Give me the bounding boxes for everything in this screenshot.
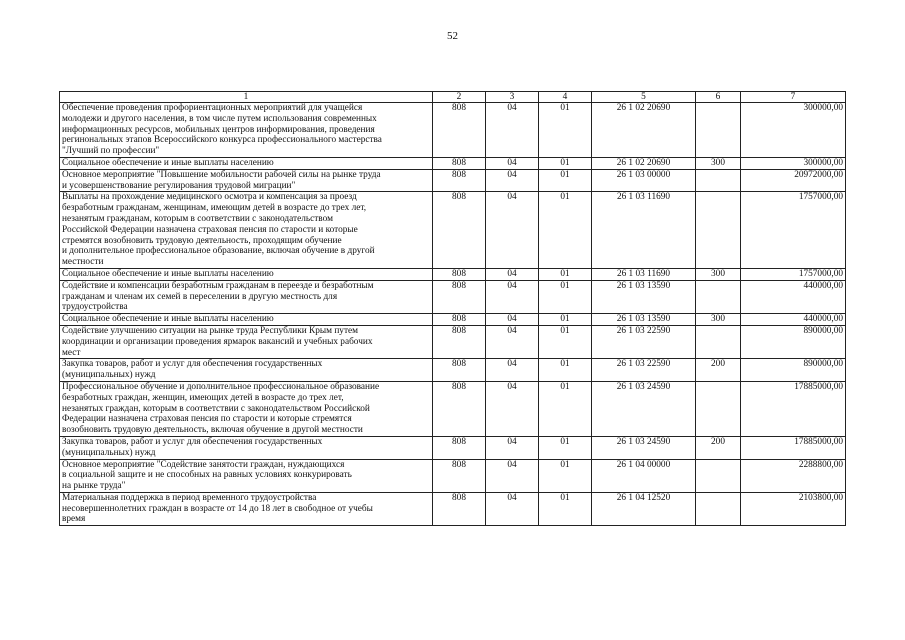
description-line: безработным гражданам, женщинам, имеющим детей в возрасте до трех лет, xyxy=(62,203,367,214)
description-line: Федерации назначена страховая пенсия по старости и которые стремятся xyxy=(62,414,352,425)
ministry-code: 808 xyxy=(433,169,486,192)
description-line: Содействие улучшению ситуации на рынке труда Республики Крым путем xyxy=(62,325,359,336)
description-line: трудоустройства xyxy=(62,302,128,313)
description-line: незанятых граждан, которым в соответствии с законодательством Российской xyxy=(62,403,370,414)
amount-value: 890000,00 xyxy=(741,359,846,382)
description-line: Материальная поддержка в период временного трудоустройства xyxy=(62,492,317,503)
expense-type-code xyxy=(696,169,741,192)
row-description xyxy=(60,381,433,436)
row-description xyxy=(60,314,433,326)
ministry-code: 808 xyxy=(433,381,486,436)
expense-type-code: 300 xyxy=(696,314,741,326)
table-row xyxy=(60,280,846,313)
table-row xyxy=(60,314,846,326)
description-line: Социальное обеспечение и иные выплаты населению xyxy=(62,268,274,279)
target-article-code: 26 1 03 11690 xyxy=(592,268,696,280)
amount-value: 440000,00 xyxy=(741,280,846,313)
description-line: и усовершенствование регулирования трудовой миграции" xyxy=(62,180,296,191)
description-line: безработных граждан, женщин, имеющих детей в возрасте до трех лет, xyxy=(62,392,344,403)
expense-type-code: 200 xyxy=(696,436,741,459)
header-col-1: 1 xyxy=(60,92,433,103)
ministry-code: 808 xyxy=(433,492,486,525)
subsection-code: 01 xyxy=(539,492,592,525)
row-description xyxy=(60,103,433,158)
section-code: 04 xyxy=(486,492,539,525)
description-line: информационных ресурсов, мобильных центров информирования, проведения xyxy=(62,124,375,135)
description-line: Обеспечение проведения профориентационных мероприятий для учащейся xyxy=(62,103,363,113)
subsection-code: 01 xyxy=(539,103,592,158)
amount-value: 300000,00 xyxy=(741,157,846,169)
table-row xyxy=(60,157,846,169)
subsection-code: 01 xyxy=(539,436,592,459)
expense-type-code: 300 xyxy=(696,157,741,169)
target-article-code: 26 1 03 11690 xyxy=(592,192,696,269)
description-line: Российской Федерации назначена страховая пенсия по старости и которые xyxy=(62,224,358,235)
target-article-code: 26 1 04 00000 xyxy=(592,459,696,492)
expense-type-code xyxy=(696,192,741,269)
subsection-code: 01 xyxy=(539,459,592,492)
target-article-code: 26 1 02 20690 xyxy=(592,157,696,169)
amount-value: 1757000,00 xyxy=(741,192,846,269)
ministry-code: 808 xyxy=(433,192,486,269)
expense-type-code xyxy=(696,103,741,158)
ministry-code: 808 xyxy=(433,436,486,459)
amount-value: 20972000,00 xyxy=(741,169,846,192)
expense-type-code: 200 xyxy=(696,359,741,382)
amount-value: 2288800,00 xyxy=(741,459,846,492)
description-line: "Лучший по профессии" xyxy=(62,146,160,157)
header-col-4: 4 xyxy=(539,92,592,103)
section-code: 04 xyxy=(486,192,539,269)
description-line: возобновить трудовую деятельность, включая обучение в другой местности xyxy=(62,425,363,436)
ministry-code: 808 xyxy=(433,325,486,358)
section-code: 04 xyxy=(486,169,539,192)
target-article-code: 26 1 02 20690 xyxy=(592,103,696,158)
table-row xyxy=(60,436,846,459)
description-line: Социальное обеспечение и иные выплаты населению xyxy=(62,157,274,168)
description-line: Социальное обеспечение и иные выплаты населению xyxy=(62,314,274,325)
row-description xyxy=(60,157,433,169)
description-line: незанятым гражданам, которым в соответствии с законодательством xyxy=(62,213,333,224)
description-line: мест xyxy=(62,347,81,358)
subsection-code: 01 xyxy=(539,268,592,280)
amount-value: 17885000,00 xyxy=(741,381,846,436)
row-description xyxy=(60,459,433,492)
target-article-code: 26 1 03 24590 xyxy=(592,436,696,459)
ministry-code: 808 xyxy=(433,314,486,326)
header-col-6: 6 xyxy=(696,92,741,103)
ministry-code: 808 xyxy=(433,359,486,382)
subsection-code: 01 xyxy=(539,169,592,192)
expense-type-code: 300 xyxy=(696,268,741,280)
row-description xyxy=(60,192,433,269)
table-row xyxy=(60,492,846,525)
expense-type-code xyxy=(696,280,741,313)
amount-value: 1757000,00 xyxy=(741,268,846,280)
header-col-3: 3 xyxy=(486,92,539,103)
amount-value: 2103800,00 xyxy=(741,492,846,525)
description-line: Основное мероприятие "Повышение мобильности рабочей силы на рынке труда xyxy=(62,169,381,180)
description-line: в социальной защите и не способных на равных условиях конкурировать xyxy=(62,470,352,481)
description-line: время xyxy=(62,514,86,525)
table-row xyxy=(60,325,846,358)
table-row xyxy=(60,459,846,492)
description-line: (муниципальных) нужд xyxy=(62,370,156,381)
section-code: 04 xyxy=(486,157,539,169)
section-code: 04 xyxy=(486,314,539,326)
section-code: 04 xyxy=(486,280,539,313)
amount-value: 17885000,00 xyxy=(741,436,846,459)
description-line: местности xyxy=(62,257,104,268)
expense-type-code xyxy=(696,381,741,436)
description-line: стремятся возобновить трудовую деятельность, проходящим обучение xyxy=(62,235,342,246)
description-line: на рынке труда" xyxy=(62,481,126,492)
expense-type-code xyxy=(696,459,741,492)
section-code: 04 xyxy=(486,359,539,382)
subsection-code: 01 xyxy=(539,381,592,436)
subsection-code: 01 xyxy=(539,280,592,313)
table-row xyxy=(60,103,846,158)
row-description xyxy=(60,280,433,313)
section-code: 04 xyxy=(486,381,539,436)
table-row xyxy=(60,169,846,192)
description-line: и дополнительное профессиональное образование, включая обучение в другой xyxy=(62,246,375,257)
budget-table xyxy=(59,91,846,526)
table-row xyxy=(60,359,846,382)
description-line: Закупка товаров, работ и услуг для обеспечения государственных xyxy=(62,436,323,447)
section-code: 04 xyxy=(486,459,539,492)
ministry-code: 808 xyxy=(433,280,486,313)
target-article-code: 26 1 03 13590 xyxy=(592,314,696,326)
ministry-code: 808 xyxy=(433,268,486,280)
subsection-code: 01 xyxy=(539,359,592,382)
section-code: 04 xyxy=(486,436,539,459)
target-article-code: 26 1 04 12520 xyxy=(592,492,696,525)
description-line: координации и организации проведения ярмарок вакансий и учебных рабочих xyxy=(62,336,373,347)
subsection-code: 01 xyxy=(539,314,592,326)
ministry-code: 808 xyxy=(433,459,486,492)
expense-type-code xyxy=(696,325,741,358)
description-line: гражданам и членам их семей в переселении в другую местность для xyxy=(62,291,338,302)
section-code: 04 xyxy=(486,268,539,280)
subsection-code: 01 xyxy=(539,325,592,358)
amount-value: 440000,00 xyxy=(741,314,846,326)
page-number: 52 xyxy=(447,30,458,42)
description-line: Выплаты на прохождение медицинского осмотра и компенсация за проезд xyxy=(62,192,357,203)
row-description xyxy=(60,169,433,192)
header-col-2: 2 xyxy=(433,92,486,103)
row-description xyxy=(60,436,433,459)
ministry-code: 808 xyxy=(433,103,486,158)
description-line: Закупка товаров, работ и услуг для обеспечения государственных xyxy=(62,359,323,370)
target-article-code: 26 1 03 22590 xyxy=(592,359,696,382)
row-description xyxy=(60,359,433,382)
target-article-code: 26 1 03 22590 xyxy=(592,325,696,358)
table-row xyxy=(60,192,846,269)
row-description xyxy=(60,268,433,280)
header-col-7: 7 xyxy=(741,92,846,103)
table-row xyxy=(60,268,846,280)
row-description xyxy=(60,492,433,525)
table-row xyxy=(60,381,846,436)
description-line: несовершеннолетних граждан в возрасте от 14 до 18 лет в свободное от учебы xyxy=(62,503,373,514)
description-line: Содействие и компенсации безработным гражданам в переезде и безработным xyxy=(62,280,374,291)
table-header-row xyxy=(60,92,846,103)
description-line: Основное мероприятие "Содействие занятости граждан, нуждающихся xyxy=(62,459,345,470)
header-col-5: 5 xyxy=(592,92,696,103)
amount-value: 300000,00 xyxy=(741,103,846,158)
target-article-code: 26 1 03 24590 xyxy=(592,381,696,436)
description-line: (муниципальных) нужд xyxy=(62,447,156,458)
amount-value: 890000,00 xyxy=(741,325,846,358)
target-article-code: 26 1 03 00000 xyxy=(592,169,696,192)
description-line: регинональных этапов Всероссийского конкурса профессионального мастерства xyxy=(62,135,382,146)
section-code: 04 xyxy=(486,103,539,158)
ministry-code: 808 xyxy=(433,157,486,169)
subsection-code: 01 xyxy=(539,192,592,269)
target-article-code: 26 1 03 13590 xyxy=(592,280,696,313)
table-body xyxy=(60,103,846,526)
description-line: Профессиональное обучение и дополнительное профессиональное образование xyxy=(62,381,380,392)
expense-type-code xyxy=(696,492,741,525)
row-description xyxy=(60,325,433,358)
description-line: молодежи и другого населения, в том числе путем использования современных xyxy=(62,113,377,124)
subsection-code: 01 xyxy=(539,157,592,169)
section-code: 04 xyxy=(486,325,539,358)
